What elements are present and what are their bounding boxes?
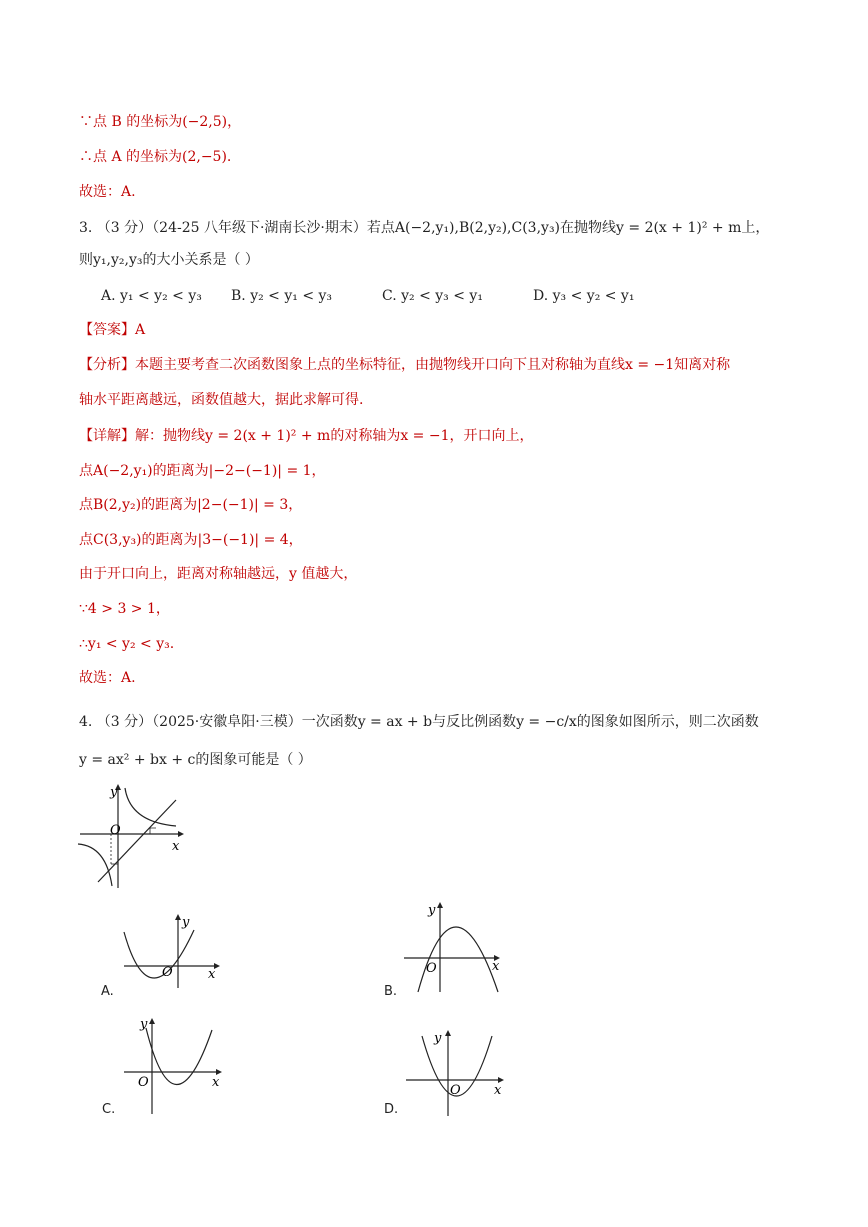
- q3-option-a: A. y₁ < y₂ < y₃: [101, 288, 202, 304]
- prev-solution-line-2: ∴点 A 的坐标为(2,−5).: [79, 149, 232, 165]
- q3-detail-line-1: [79, 426, 534, 446]
- prev-solution-line-1: ∵点 B 的坐标为(−2,5)，: [79, 114, 242, 130]
- q4-stem-line-2: y = ax² + bx + c的图象可能是（ ）: [79, 752, 312, 768]
- x-axis-label: x: [208, 967, 216, 982]
- analysis-tag: 【分析】: [79, 357, 135, 373]
- x-axis-label: x: [492, 959, 500, 974]
- x-axis-label: x: [494, 1083, 502, 1098]
- q3-stem-line-2: 则y₁,y₂,y₃的大小关系是（ ）: [79, 252, 259, 268]
- q4-option-c-graph: [120, 1014, 230, 1114]
- q4-option-b-label: B.: [384, 984, 398, 999]
- prev-solution-line-3: 故选：A.: [79, 184, 136, 200]
- answer-value: A: [135, 322, 146, 338]
- q3-detail-line-8: 故选：A.: [79, 670, 136, 686]
- q3-analysis-line-1: [79, 355, 730, 375]
- origin-label: O: [138, 1075, 149, 1090]
- q4-option-b-graph: [400, 898, 510, 994]
- answer-tag: 【答案】: [79, 322, 135, 338]
- q3-detail-line-7: ∴y₁ < y₂ < y₃.: [79, 636, 175, 652]
- q3-analysis-line-2: 轴水平距离越远，函数值越大，据此求解可得.: [79, 392, 364, 408]
- x-axis-label: x: [172, 839, 180, 854]
- origin-label: O: [162, 965, 173, 980]
- q3-answer: [79, 320, 145, 340]
- x-axis-label: x: [212, 1075, 220, 1090]
- y-axis-label: y: [110, 785, 118, 800]
- q4-option-a-label: A.: [101, 984, 114, 999]
- q4-option-d-graph: [402, 1026, 512, 1116]
- q4-option-c-label: C.: [102, 1102, 116, 1117]
- q3-option-d: D. y₃ < y₂ < y₁: [533, 288, 635, 304]
- detail-text-1: 解：抛物线y = 2(x + 1)² + m的对称轴为x = −1，开口向上，: [135, 428, 534, 444]
- q3-detail-line-6: ∵4 > 3 > 1，: [79, 601, 170, 617]
- q3-detail-line-3: 点B(2,y₂)的距离为|2−(−1)| = 3，: [79, 497, 303, 513]
- origin-label: O: [450, 1083, 461, 1098]
- q4-stem-line-1: 4. （3 分）（2025·安徽阜阳·三模）一次函数y = ax + b与反比例函数y = −c/x的图象如图所示，则二次函数: [79, 714, 759, 730]
- q4-option-d-label: D.: [384, 1102, 399, 1117]
- y-axis-label: y: [434, 1031, 442, 1046]
- y-axis-label: y: [140, 1017, 148, 1032]
- q4-given-graph: [76, 782, 186, 892]
- q4-option-a-graph: [118, 910, 228, 990]
- detail-tag: 【详解】: [79, 428, 135, 444]
- q3-stem-line-1: 3. （3 分）（24-25 八年级下·湖南长沙·期末）若点A(−2,y₁),B(2,y₂),C(3,y₃)在抛物线y = 2(x + 1)² + m上，: [79, 220, 770, 236]
- y-axis-label: y: [428, 903, 436, 918]
- origin-label: O: [426, 961, 437, 976]
- q3-option-b: B. y₂ < y₁ < y₃: [231, 288, 333, 304]
- analysis-text-1: 本题主要考查二次函数图象上点的坐标特征，由抛物线开口向下且对称轴为直线x = −1知离对称: [135, 357, 731, 373]
- q3-detail-line-2: 点A(−2,y₁)的距离为|−2−(−1)| = 1，: [79, 463, 326, 479]
- q3-detail-line-4: 点C(3,y₃)的距离为|3−(−1)| = 4，: [79, 532, 303, 548]
- q3-option-c: C. y₂ < y₃ < y₁: [382, 288, 483, 304]
- y-axis-label: y: [182, 915, 190, 930]
- q3-detail-line-5: 由于开口向上，距离对称轴越远，y 值越大，: [79, 566, 358, 582]
- origin-label: O: [110, 823, 121, 838]
